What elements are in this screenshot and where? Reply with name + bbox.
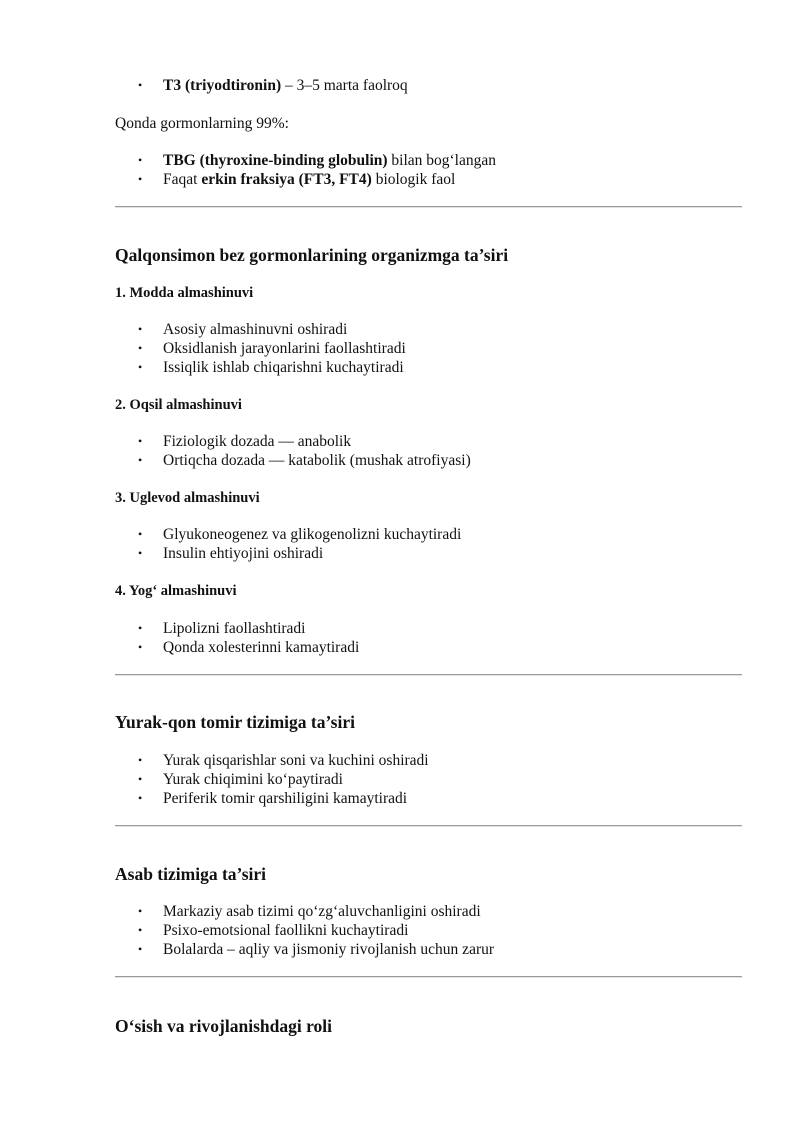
section-heading: Qalqonsimon bez gormonlarining organizmga ta’siri [115,245,509,265]
item-text: biologik faol [371,171,456,188]
item-text: Insulin ehtiyojini oshiradi [163,545,324,562]
bullet-icon: • [138,546,143,560]
bullet-icon: • [138,434,143,448]
bullet-icon: • [138,322,143,336]
subsection-heading: 4. Yog‘ almashinuvi [115,583,237,599]
bold-term: erkin fraksiya (FT3, FT4) [201,171,372,188]
item-text: – 3–5 marta faolroq [281,77,408,94]
section-heading: O‘sish va rivojlanishdagi roli [115,1016,333,1036]
paragraph: Qonda gormonlarning 99%: [115,115,289,132]
list-item [138,170,455,189]
horizontal-rule [115,825,742,827]
bullet-icon: • [138,341,143,355]
bullet-icon: • [138,753,143,767]
list-item [138,770,343,789]
list-item [138,525,461,544]
bullet-icon: • [138,923,143,937]
item-text: Yurak chiqimini ko‘paytiradi [163,771,343,788]
list-item [138,339,406,358]
horizontal-rule [115,674,742,676]
bullet-icon: • [138,153,143,167]
bullet-icon: • [138,772,143,786]
horizontal-rule [115,206,742,208]
item-text: Oksidlanish jarayonlarini faollashtiradi [163,340,406,357]
list-item [138,619,305,638]
list-item [138,940,494,959]
list-item [138,544,323,563]
list-item [138,902,481,921]
list-item [138,789,407,808]
subsection-heading: 2. Oqsil almashinuvi [115,397,242,413]
list-item [138,751,429,770]
section-heading: Asab tizimiga ta’siri [115,864,266,884]
item-text: Lipolizni faollashtiradi [163,620,306,637]
bullet-icon: • [138,942,143,956]
bullet-icon: • [138,78,143,92]
item-text: Yurak qisqarishlar soni va kuchini oshiradi [163,752,429,769]
item-text: Asosiy almashinuvni oshiradi [163,321,348,338]
bullet-icon: • [138,640,143,654]
subsection-heading: 3. Uglevod almashinuvi [115,490,260,506]
list-item [138,451,471,470]
item-text: Periferik tomir qarshiligini kamaytiradi [163,790,408,807]
item-text: Psixo-emotsional faollikni kuchaytiradi [163,922,409,939]
item-text: Qonda xolesterinni kamaytiradi [163,639,360,656]
list-item [138,921,408,940]
item-text: Bolalarda – aqliy va jismoniy rivojlanish uchun zarur [163,941,495,958]
bold-term: TBG (thyroxine-binding globulin) [163,152,388,169]
section-heading: Yurak-qon tomir tizimiga ta’siri [115,712,355,732]
item-text: Glyukoneogenez va glikogenolizni kuchaytiradi [163,526,462,543]
list-item [138,358,404,377]
bullet-icon: • [138,904,143,918]
bullet-icon: • [138,360,143,374]
item-text: Ortiqcha dozada — katabolik (mushak atrofiyasi) [163,452,471,469]
list-item [138,151,496,170]
list-item [138,320,347,339]
bold-term: T3 (triyodtironin) [163,77,282,94]
bullet-icon: • [138,453,143,467]
subsection-heading: 1. Modda almashinuvi [115,285,254,301]
bullet-icon: • [138,621,143,635]
item-text: Issiqlik ishlab chiqarishni kuchaytiradi [163,359,404,376]
list-item [138,638,359,657]
bullet-icon: • [138,527,143,541]
list-item [138,76,408,95]
item-text: Faqat [163,171,202,188]
item-text: Markaziy asab tizimi qo‘zg‘aluvchanligini oshiradi [163,903,481,920]
item-text: Fiziologik dozada — anabolik [163,433,352,450]
bullet-icon: • [138,791,143,805]
list-item [138,432,351,451]
horizontal-rule [115,976,742,978]
bullet-icon: • [138,172,143,186]
item-text: bilan bog‘langan [387,152,497,169]
